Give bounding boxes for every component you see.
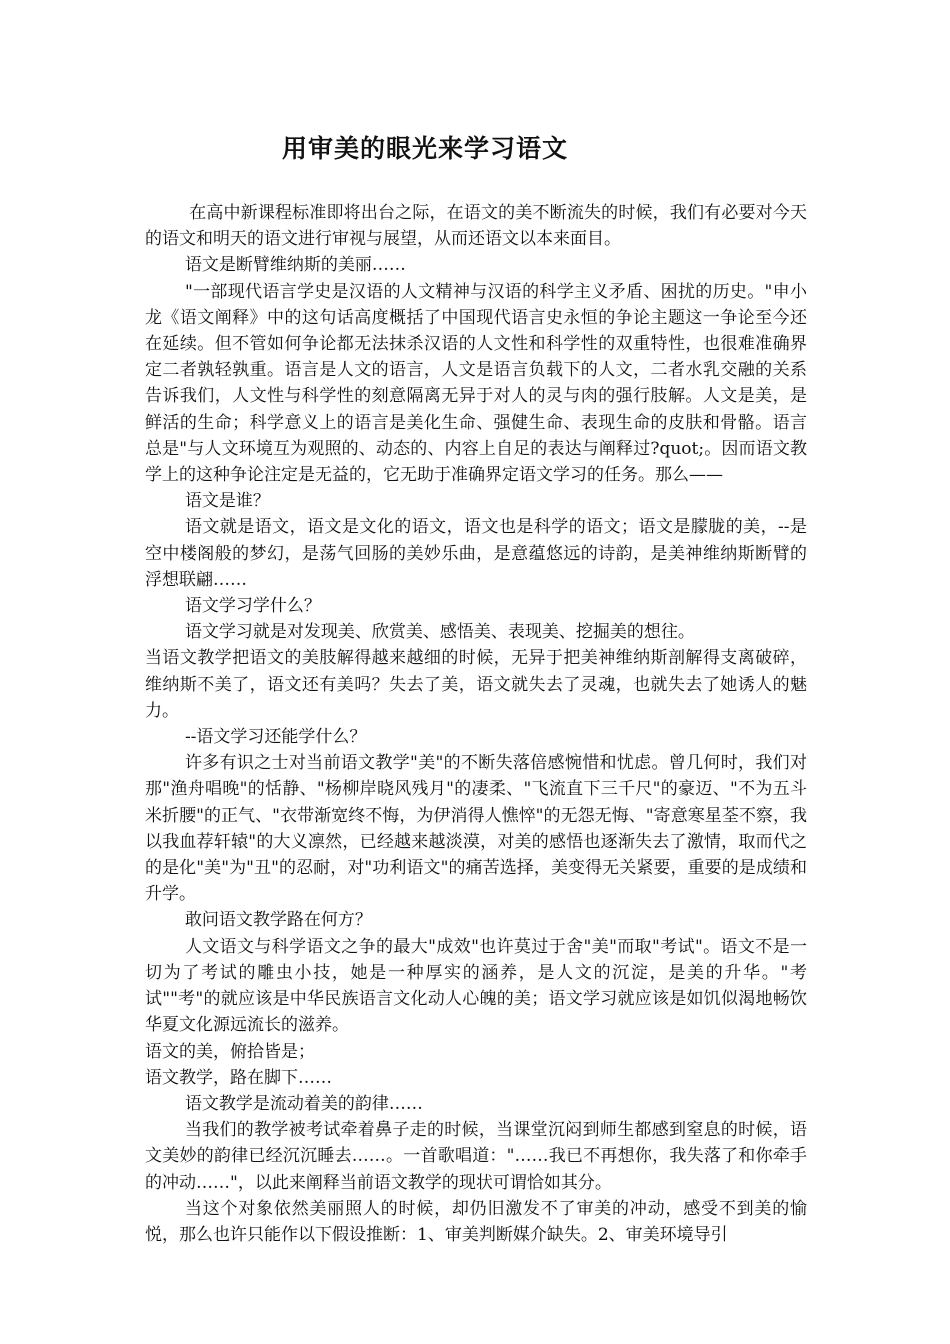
paragraph: 敢问语文教学路在何方？ [184, 910, 372, 931]
paragraph: 语文学习学什么？ [184, 596, 321, 617]
paragraph: "一部现代语言学史是汉语的人文精神与汉语的科学主义矛盾、困扰的历史。"申小龙《语文阐释》中的这句话高度概括了中国现代语言史永恒的争论主题这一争论至今还在延续。但不管如何争论都无法抹杀汉语的人文性和科学性的双重特性，也很难准确界定二者孰轻孰重。语言是人文的语言，人文是语言负载下的人文，二者水乳交融的关系告诉我们，人文性与科学性的刻意隔离无异于对人的灵与肉的强行肢解。人文是美，是鲜活的生命；科学意义上的语言是美化生命、强健生命、表现生命的皮肤和骨骼。语言总是"与人文环境互为观照的、动态的、内容上自足的表达与阐释过?quot;。因而语文教学上的这种争论注定是无益的，它无助于准确界定语文学习的任务。那么—— [145, 281, 807, 486]
paragraph: 语文学习就是对发现美、欣赏美、感悟美、表现美、挖掘美的想往。 [184, 622, 695, 643]
paragraph: 许多有识之士对当前语文教学"美"的不断失落倍感惋惜和忧虑。曾几何时，我们对那"渔舟唱晚"的恬静、"杨柳岸晓风残月"的凄柔、"飞流直下三千尺"的豪迈、"不为五斗米折腰"的正气、"衣带渐宽终不悔，为伊消得人憔悴"的无怨无悔、"寄意寒星荃不察，我以我血荐轩辕"的大义凛然，已经越来越淡漠，对美的感悟也逐渐失去了激情，取而代之的是化"美"为"丑"的忍耐，对"功利语文"的痛苦选择，美变得无关紧要，重要的是成绩和升学。 [145, 753, 807, 905]
paragraph: --语文学习还能学什么？ [184, 727, 367, 748]
paragraph: 语文是断臂维纳斯的美丽…… [184, 255, 406, 276]
paragraph: 人文语文与科学语文之争的最大"成效"也许莫过于舍"美"而取"考试"。语文不是一切为了考试的雕虫小技，她是一种厚实的涵养，是人文的沉淀，是美的升华。"考试""考"的就应该是中华民族语言文化动人心魄的美；语文学习就应该是如饥似渴地畅饮华夏文化源远流长的滋养。 [145, 936, 807, 1036]
paragraph: 语文就是语文，语文是文化的语文，语文也是科学的语文；语文是朦胧的美，--是空中楼阁般的梦幻，是荡气回肠的美妙乐曲，是意蕴悠远的诗韵，是美神维纳斯断臂的浮想联翩…… [145, 517, 807, 590]
paragraph: 在高中新课程标准即将出台之际，在语文的美不断流失的时候，我们有必要对今天的语文和明天的语文进行审视与展望，从而还语文以本来面目。 [145, 203, 807, 250]
paragraph: 语文的美，俯拾皆是； [145, 1041, 315, 1062]
paragraph: 当我们的教学被考试牵着鼻子走的时候，当课堂沉闷到师生都感到窒息的时候，语文美妙的韵律已经沉沉睡去……。一首歌唱道："……我已不再想你，我失落了和你牵手的冲动……"，以此来阐释当前语文教学的现状可谓恰如其分。 [145, 1120, 807, 1193]
paragraph: 当语文教学把语文的美肢解得越来越细的时候，无异于把美神维纳斯剖解得支离破碎，维纳斯不美了，语文还有美吗？失去了美，语文就失去了灵魂，也就失去了她诱人的魅力。 [145, 648, 807, 721]
paragraph: 语文教学，路在脚下…… [145, 1067, 332, 1088]
paragraph: 语文教学是流动着美的韵律…… [184, 1093, 423, 1114]
document-title: 用审美的眼光来学习语文 [281, 134, 568, 163]
paragraph: 语文是谁？ [184, 491, 270, 512]
document-body [145, 200, 807, 1248]
paragraph: 当这个对象依然美丽照人的时候，却仍旧激发不了审美的冲动，感受不到美的愉悦，那么也许只能作以下假设推断：1、审美判断媒介缺失。2、审美环境导引 [145, 1198, 807, 1245]
